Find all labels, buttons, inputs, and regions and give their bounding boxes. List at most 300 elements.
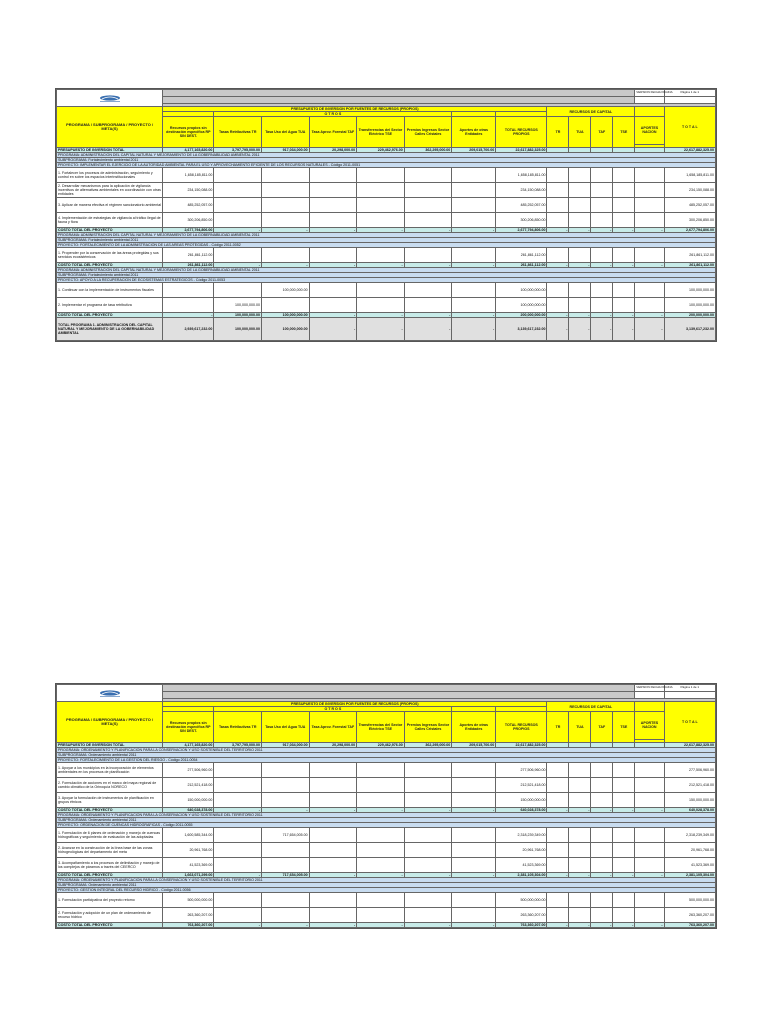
row-value: 20,298,000.00 bbox=[309, 148, 357, 153]
budget-table: VERSION FECHA PAGINA Página 1 de 1 PROGRAMA / SUBPROGRAMA / PROYECTO / META(S) PRESUPUESTO DE INVERSION POR FUENTES DE RECURSOS (PROPIOS) RECURSOS DE CAPITAL T O T A L O T R O S Recursos propios sin destinación especifica RP SIN DEST. Tasas Retributivas TR Tasa Uso del Agua TUA Tasa Aprov. Forestal TAF Transferencias del Sector Eléctrico TSE Premios Ingresos Sector Calles Cristales Aportes de otras Entidades TOTAL RECURSOS PROPIOS TR TUA TAF TSE APORTES NACION PRESUPUESTO DE INVERSION TOTAL 4,177,165,820.00 3,797,795,000.00 917,034,000.00 20,298,000.00 229,462,976.00 362,295,000.00 209,015,700.00 22,617,882,325.00 22,617,882,325.00 PROGRAMA: ORDENAMIENTO Y PLANIFICACION PARA LA CONSERVACION Y USO SOSTENIBLE DEL TERRITORIO 2011 SUBPROGRAMA: Ordenamiento ambiental 2011 PROYECTO: FORTALECIMIENTO DE LA GESTION DEL RIESGO - Código 2011-0054 1. Apoyar a los municipios en la incorporación de elementos ambientales en los procesos de planificación 277,506,960.00 277,506,960.00 277,506,960.00 2. Formulación de acciones en el marco del mapa regional de cambio climático de la Orinoquía NORECO 212,521,418.00 212,521,418.00 212,521,418.00 3. Apoyar la formulación de instrumentos de planificación en grupos étnicos 150,000,000.00 150,000,000.00 150,000,000.00 COSTO TOTAL DEL PROYECTO 640,028,378.00 - - - - - - 640,028,378.00 - - - - - 640,028,378.00 PROGRAMA: ORDENAMIENTO Y PLANIFICACION PARA LA CONSERVACION Y USO SOSTENIBLE DEL TERRITORIO 2011 SUBPROGRAMA: Ordenamiento ambiental 2011 PROYECTO: ORDENACION DE CUENCAS HIDROGRAFICAS - Código 2011-0055 1. Formulación de 6 planes de ordenación y manejo de cuencas hidrográficas y seguimiento de evaluación de las adoptadas 1,600,585,344.00 717,654,005.00 2,318,239,349.00 2,318,239,349.00 2. Avanzar en la construcción de la línea base de las zonas hidrogeológicas del departamento del meta 20,961,768.00 20,961,768.00 20,961,768.00 3. Acompañamiento a los procesos de delimitación y manejo de los complejos de páramos a través del CEERCO 41,523,369.00 41,523,369.00 41,523,369.00 COSTO TOTAL DEL PROYECTO 1,663,071,299.00 - 717,654,005.00 - - - - 2,381,105,304.00 - - - - - 2,381,105,304.00 PROGRAMA: ORDENAMIENTO Y PLANIFICACION PARA LA CONSERVACION Y USO SOSTENIBLE DEL TERRITORIO 2011 SUBPROGRAMA: Ordenamiento ambiental 2011 PROYECTO: GESTION INTEGRAL DEL RECURSO HIDRICO - Código 2011-0056 1. Formulación participativa del proyecto retomo 500,000,000.00 500,000,000.00 500,000,000.00 2. Formulación y adopción de un plan de ordenamiento de recurso hídrico 263,360,207.00 263,360,207.00 263,360,207.00 COSTO TOTAL DEL PROYECTO 763,360,207.00 - - - - - - 763,360,207.00 - - - - - 763,360,207.00 bbox=[58, 685, 714, 927]
row-value: 20,961,768.00 bbox=[496, 843, 547, 858]
row-value bbox=[309, 298, 357, 313]
row-value bbox=[262, 793, 310, 808]
row-value bbox=[569, 908, 591, 923]
row-value: 763,360,207.00 bbox=[163, 923, 214, 928]
row-value bbox=[214, 283, 262, 298]
row-value bbox=[262, 248, 310, 263]
row-value: - bbox=[262, 808, 310, 813]
row-label: PRESUPUESTO DE INVERSION TOTAL bbox=[57, 148, 163, 153]
row-value bbox=[635, 828, 664, 843]
row-value bbox=[547, 858, 569, 873]
row-value bbox=[591, 298, 613, 313]
otros-header: O T R O S bbox=[214, 112, 452, 117]
row-value: - bbox=[547, 313, 569, 318]
corporation-logo-icon bbox=[96, 689, 124, 697]
row-label: 1. Formulación de 6 planes de ordenación y manejo de cuencas hidrográficas y seguimiento de evaluación de las adoptadas bbox=[57, 828, 163, 843]
row-value: 717,654,005.00 bbox=[262, 828, 310, 843]
page-meta: Página 1 de 1 bbox=[664, 90, 715, 97]
row-label: 4. Implementación de estrategias de vigilancia al tráfico ilegal de fauna y flora bbox=[57, 213, 163, 228]
row-value: - bbox=[569, 923, 591, 928]
table-row bbox=[57, 858, 716, 873]
row-value bbox=[635, 168, 664, 183]
row-value: 100,000,000.00 bbox=[262, 313, 310, 318]
row-value bbox=[404, 843, 452, 858]
row-value: 917,034,000.00 bbox=[262, 743, 310, 748]
row-label: 1. Continuar con la implementación de instrumentos fiscales bbox=[57, 283, 163, 298]
row-value bbox=[214, 893, 262, 908]
row-value bbox=[262, 908, 310, 923]
row-value: - bbox=[591, 318, 613, 341]
row-value: 41,523,369.00 bbox=[163, 858, 214, 873]
row-value: - bbox=[635, 873, 664, 878]
section-label: SUBPROGRAMA: Ordenamiento ambiental 2011 bbox=[57, 818, 716, 823]
row-value: 261,861,112.00 bbox=[163, 263, 214, 268]
row-value: - bbox=[262, 923, 310, 928]
row-value bbox=[613, 213, 635, 228]
row-value bbox=[357, 168, 405, 183]
row-value bbox=[357, 298, 405, 313]
rec-capital-header: RECURSOS DE CAPITAL bbox=[547, 702, 635, 712]
row-value: 100,000,000.00 bbox=[214, 298, 262, 313]
row-value bbox=[309, 893, 357, 908]
row-value: - bbox=[635, 313, 664, 318]
row-value bbox=[613, 778, 635, 793]
row-value bbox=[214, 763, 262, 778]
total-header: T O T A L bbox=[664, 107, 715, 148]
row-value: 22,617,882,325.00 bbox=[664, 743, 715, 748]
rec-capital-header: RECURSOS DE CAPITAL bbox=[547, 107, 635, 117]
row-value bbox=[569, 283, 591, 298]
table-row bbox=[57, 248, 716, 263]
row-value bbox=[569, 168, 591, 183]
row-value: 209,015,700.00 bbox=[452, 743, 496, 748]
row-value bbox=[262, 843, 310, 858]
logo bbox=[57, 685, 163, 702]
row-value: - bbox=[569, 263, 591, 268]
row-label: PRESUPUESTO DE INVERSION TOTAL bbox=[57, 743, 163, 748]
row-value: - bbox=[591, 228, 613, 233]
row-value bbox=[569, 793, 591, 808]
col-header-aportes: Aportes de otras Entidades bbox=[452, 712, 496, 743]
row-value bbox=[404, 763, 452, 778]
row-value: 277,506,960.00 bbox=[664, 763, 715, 778]
row-value: 3,139,617,232.00 bbox=[664, 318, 715, 341]
row-value: - bbox=[357, 873, 405, 878]
logo bbox=[57, 90, 163, 107]
row-value: 1,658,185,811.00 bbox=[163, 168, 214, 183]
section-label: PROYECTO: FORTALECIMIENTO DE LA ADMINISTRACION DE LAS AREAS PROTEGIDAS - Código 2011-0052 bbox=[57, 243, 716, 248]
row-value: 300,206,850.00 bbox=[496, 213, 547, 228]
aportes-nacion-header: APORTES NACION bbox=[635, 712, 664, 740]
row-value bbox=[591, 908, 613, 923]
row-value: - bbox=[635, 318, 664, 341]
aportes-nacion-header: APORTES NACION bbox=[635, 117, 664, 145]
row-value: 2,318,239,349.00 bbox=[664, 828, 715, 843]
row-value bbox=[452, 893, 496, 908]
row-value: - bbox=[452, 808, 496, 813]
row-value: - bbox=[452, 873, 496, 878]
row-value bbox=[569, 198, 591, 213]
program-total-row bbox=[57, 318, 716, 341]
col-header-transf: Transferencias del Sector Eléctrico TSE bbox=[357, 712, 405, 743]
row-value: - bbox=[613, 923, 635, 928]
row-value: - bbox=[214, 808, 262, 813]
row-value bbox=[309, 168, 357, 183]
row-value: 3,139,617,232.00 bbox=[496, 318, 547, 341]
row-value bbox=[309, 198, 357, 213]
row-value bbox=[214, 778, 262, 793]
row-value: - bbox=[452, 313, 496, 318]
row-value bbox=[214, 843, 262, 858]
row-value: - bbox=[547, 873, 569, 878]
row-value: 640,028,378.00 bbox=[496, 808, 547, 813]
row-value bbox=[613, 858, 635, 873]
row-value bbox=[591, 198, 613, 213]
total-header: T O T A L bbox=[664, 702, 715, 743]
section-label: SUBPROGRAMA: Ordenamiento ambiental 2011 bbox=[57, 883, 716, 888]
row-value: 100,000,000.00 bbox=[262, 318, 310, 341]
row-value bbox=[452, 213, 496, 228]
row-value bbox=[452, 908, 496, 923]
row-value: 1,600,585,344.00 bbox=[163, 828, 214, 843]
row-value bbox=[404, 828, 452, 843]
section-label: SUBPROGRAMA: Fortalecimiento ambiental 2011 bbox=[57, 158, 716, 163]
header-row bbox=[57, 90, 716, 97]
row-value bbox=[635, 843, 664, 858]
row-value: - bbox=[591, 808, 613, 813]
row-value bbox=[635, 283, 664, 298]
row-value bbox=[404, 213, 452, 228]
row-value: - bbox=[613, 263, 635, 268]
row-value bbox=[613, 298, 635, 313]
row-label: COSTO TOTAL DEL PROYECTO bbox=[57, 228, 163, 233]
row-value: - bbox=[357, 263, 405, 268]
table-row bbox=[57, 828, 716, 843]
row-value: 261,861,112.00 bbox=[496, 248, 547, 263]
row-value: 100,000,000.00 bbox=[664, 298, 715, 313]
row-value bbox=[547, 213, 569, 228]
row-value: 234,150,088.00 bbox=[664, 183, 715, 198]
row-value: - bbox=[357, 923, 405, 928]
row-value bbox=[309, 763, 357, 778]
row-value bbox=[262, 183, 310, 198]
row-value: 229,462,976.00 bbox=[357, 743, 405, 748]
row-value: - bbox=[404, 923, 452, 928]
row-value: - bbox=[309, 808, 357, 813]
row-value: - bbox=[569, 313, 591, 318]
section-label: PROGRAMA: ADMINISTRACION DEL CAPITAL NATURAL Y MEJORAMIENTO DE LA GOBERNABILIDAD AMBIENTAL 2011 bbox=[57, 233, 716, 238]
row-value: - bbox=[357, 808, 405, 813]
col-header-tasa-ret: Tasas Retributivas TR bbox=[214, 712, 262, 743]
row-value bbox=[452, 858, 496, 873]
row-value bbox=[547, 793, 569, 808]
row-label: 3. Acompañamiento a los procesos de delimitación y manejo de los complejos de páramos a través del CEERCO bbox=[57, 858, 163, 873]
row-value: - bbox=[214, 228, 262, 233]
version-meta: VERSION FECHA PAGINA bbox=[635, 685, 664, 692]
row-value: - bbox=[404, 808, 452, 813]
project-cost-row bbox=[57, 923, 716, 928]
row-value: - bbox=[591, 923, 613, 928]
row-value: 485,252,057.00 bbox=[664, 198, 715, 213]
row-value: 209,015,700.00 bbox=[452, 148, 496, 153]
row-value: 150,000,000.00 bbox=[496, 793, 547, 808]
row-value bbox=[569, 248, 591, 263]
row-value: - bbox=[547, 923, 569, 928]
row-value: 300,206,850.00 bbox=[664, 213, 715, 228]
section-label: PROGRAMA: ORDENAMIENTO Y PLANIFICACION PARA LA CONSERVACION Y USO SOSTENIBLE DEL TERRITORIO 2011 bbox=[57, 748, 716, 753]
version-meta: VERSION FECHA PAGINA bbox=[635, 90, 664, 97]
row-value: 277,506,960.00 bbox=[163, 763, 214, 778]
row-value bbox=[547, 168, 569, 183]
row-value bbox=[635, 763, 664, 778]
row-value bbox=[613, 793, 635, 808]
col-header-premios: Premios Ingresos Sector Calles Cristales bbox=[404, 117, 452, 148]
section-label: PROGRAMA: ADMINISTRACION DEL CAPITAL NATURAL Y MEJORAMIENTO DE LA GOBERNABILIDAD AMBIENTAL 2011 bbox=[57, 268, 716, 273]
table-row bbox=[57, 213, 716, 228]
row-value bbox=[452, 778, 496, 793]
row-value bbox=[309, 828, 357, 843]
row-value bbox=[613, 828, 635, 843]
row-value: 229,462,976.00 bbox=[357, 148, 405, 153]
row-value: 2,381,105,304.00 bbox=[664, 873, 715, 878]
row-value: - bbox=[309, 318, 357, 341]
table-row bbox=[57, 793, 716, 808]
row-value bbox=[635, 893, 664, 908]
row-value: 1,658,185,811.00 bbox=[496, 168, 547, 183]
row-value bbox=[357, 248, 405, 263]
row-value bbox=[635, 298, 664, 313]
row-value bbox=[569, 843, 591, 858]
row-value: 917,034,000.00 bbox=[262, 148, 310, 153]
row-value bbox=[591, 778, 613, 793]
row-value: - bbox=[569, 318, 591, 341]
row-value bbox=[309, 213, 357, 228]
col-header-tasa-ret: Tasas Retributivas TR bbox=[214, 117, 262, 148]
row-value bbox=[357, 908, 405, 923]
row-value: - bbox=[214, 873, 262, 878]
row-value bbox=[613, 908, 635, 923]
row-value bbox=[214, 858, 262, 873]
row-value bbox=[404, 283, 452, 298]
row-value: 212,521,418.00 bbox=[664, 778, 715, 793]
row-value bbox=[309, 283, 357, 298]
row-value bbox=[309, 778, 357, 793]
col-header-total-rec: TOTAL RECURSOS PROPIOS bbox=[496, 712, 547, 743]
section-label: PROYECTO: IMPLEMENTAR EL EJERCICIO DE LA AUTORIDAD AMBIENTAL PARA EL USO Y APROVECHAMIENTO EFICIENTE DE LOS RECURSOS NATURALES - Código 2011-0051 bbox=[57, 163, 716, 168]
row-value: 2,677,794,806.00 bbox=[496, 228, 547, 233]
row-label: 2. Implementar el programa de tasa retributiva bbox=[57, 298, 163, 313]
row-value: - bbox=[214, 923, 262, 928]
row-value: - bbox=[452, 318, 496, 341]
row-label: 3. Apoyar la formulación de instrumentos de planificación en grupos étnicos bbox=[57, 793, 163, 808]
row-value bbox=[357, 828, 405, 843]
row-value bbox=[591, 283, 613, 298]
header-blank bbox=[163, 90, 635, 97]
row-value bbox=[357, 198, 405, 213]
row-value bbox=[635, 248, 664, 263]
col-header-tasa-forest: Tasa Aprov. Forestal TAF bbox=[309, 117, 357, 148]
row-value bbox=[569, 893, 591, 908]
sheet-title: PRESUPUESTO DE INVERSION POR FUENTES DE RECURSOS (PROPIOS) bbox=[163, 702, 547, 707]
row-value: 234,150,088.00 bbox=[496, 183, 547, 198]
row-value: 362,295,000.00 bbox=[404, 743, 452, 748]
row-value: - bbox=[613, 808, 635, 813]
row-label: COSTO TOTAL DEL PROYECTO bbox=[57, 873, 163, 878]
row-value bbox=[214, 248, 262, 263]
row-value bbox=[613, 283, 635, 298]
row-value: 717,654,005.00 bbox=[262, 873, 310, 878]
row-value: 3,797,795,000.00 bbox=[214, 743, 262, 748]
row-value: - bbox=[214, 263, 262, 268]
row-value bbox=[591, 843, 613, 858]
row-value bbox=[262, 858, 310, 873]
row-label: COSTO TOTAL DEL PROYECTO bbox=[57, 313, 163, 318]
row-value bbox=[569, 183, 591, 198]
row-value bbox=[613, 248, 635, 263]
row-value bbox=[452, 198, 496, 213]
row-value bbox=[357, 893, 405, 908]
row-value bbox=[547, 283, 569, 298]
col-header-total-rec: TOTAL RECURSOS PROPIOS bbox=[496, 117, 547, 148]
section-label: PROYECTO: FORTALECIMIENTO DE LA GESTION DEL RIESGO - Código 2011-0054 bbox=[57, 758, 716, 763]
row-value: 263,360,207.00 bbox=[664, 908, 715, 923]
row-value: - bbox=[309, 923, 357, 928]
header-blank bbox=[163, 685, 635, 692]
row-value bbox=[214, 213, 262, 228]
row-value: 20,298,000.00 bbox=[309, 743, 357, 748]
table-row bbox=[57, 183, 716, 198]
row-value bbox=[635, 213, 664, 228]
row-value: 2,381,105,304.00 bbox=[496, 873, 547, 878]
row-value: 640,028,378.00 bbox=[664, 808, 715, 813]
row-value: - bbox=[357, 313, 405, 318]
row-value bbox=[547, 893, 569, 908]
row-value bbox=[214, 793, 262, 808]
row-value bbox=[404, 908, 452, 923]
row-value: 2,318,239,349.00 bbox=[496, 828, 547, 843]
row-value bbox=[262, 778, 310, 793]
row-value bbox=[404, 893, 452, 908]
row-value bbox=[635, 198, 664, 213]
row-value: - bbox=[591, 313, 613, 318]
row-label: COSTO TOTAL DEL PROYECTO bbox=[57, 808, 163, 813]
row-value bbox=[547, 828, 569, 843]
row-value bbox=[404, 198, 452, 213]
row-value: - bbox=[547, 263, 569, 268]
row-value: 263,360,207.00 bbox=[496, 908, 547, 923]
row-value: - bbox=[309, 873, 357, 878]
row-value: - bbox=[613, 318, 635, 341]
row-value bbox=[613, 198, 635, 213]
row-value bbox=[591, 183, 613, 198]
row-value: 3,797,795,000.00 bbox=[214, 148, 262, 153]
row-value bbox=[404, 168, 452, 183]
row-value: 277,506,960.00 bbox=[496, 763, 547, 778]
row-value bbox=[404, 778, 452, 793]
row-value bbox=[547, 183, 569, 198]
budget-sheet-2 bbox=[55, 683, 717, 929]
row-value bbox=[262, 168, 310, 183]
col-header-rec-propios: Recursos propios sin destinación especifica RP SIN DEST. bbox=[163, 117, 214, 148]
row-value: 20,961,768.00 bbox=[664, 843, 715, 858]
row-value bbox=[452, 763, 496, 778]
row-label: 3. Aplicar de manera efectiva el régimen sancionatorio ambiental bbox=[57, 198, 163, 213]
col-header-premios: Premios Ingresos Sector Calles Cristales bbox=[404, 712, 452, 743]
section-label: PROGRAMA: ORDENAMIENTO Y PLANIFICACION PARA LA CONSERVACION Y USO SOSTENIBLE DEL TERRITORIO 2011 bbox=[57, 813, 716, 818]
row-value bbox=[569, 213, 591, 228]
budget-table: VERSION FECHA PAGINA Página 1 de 1 PROGRAMA / SUBPROGRAMA / PROYECTO / META(S) PRESUPUESTO DE INVERSION POR FUENTES DE RECURSOS (PROPIOS) RECURSOS DE CAPITAL T O T A L O T R O S Recursos propios sin destinación especifica RP SIN DEST. Tasas Retributivas TR Tasa Uso del Agua TUA Tasa Aprov. Forestal TAF Transferencias del Sector Eléctrico TSE Premios Ingresos Sector Calles Cristales Aportes de otras Entidades TOTAL RECURSOS PROPIOS TR TUA TAF TSE APORTES NACION PRESUPUESTO DE INVERSION TOTAL 4,177,165,820.00 3,797,795,000.00 917,034,000.00 20,298,000.00 229,462,976.00 362,295,000.00 209,015,700.00 22,617,882,325.00 22,617,882,325.00 PROGRAMA: ADMINISTRACION DEL CAPITAL NATURAL Y MEJORAMIENTO DE LA GOBERNABILIDAD AMBIENTAL 2011 SUBPROGRAMA: Fortalecimiento ambiental 2011 PROYECTO: IMPLEMENTAR EL EJERCICIO DE LA AUTORIDAD AMBIENTAL PARA EL USO Y APROVECHAMIENTO EFICIENTE DE LOS RECURSOS NATURALES - Código 2011-0051 1. Fortalecer los procesos de administración, seguimiento y control en sobre los espacios interinstitucionales 1,658,185,811.00 1,658,185,811.00 1,658,185,811.00 2. Desarrollar mecanismos para la aplicación de vigilancia incentivos de alternativas ambientales en coordinación con otras entidades 234,150,088.00 234,150,088.00 234,150,088.00 3. Aplicar de manera efectiva el régimen sancionatorio ambiental 485,252,057.00 485,252,057.00 485,252,057.00 4. Implementación de estrategias de vigilancia al tráfico ilegal de fauna y flora 300,206,850.00 300,206,850.00 300,206,850.00 COSTO TOTAL DEL PROYECTO 2,677,794,806.00 - - - - - - 2,677,794,806.00 - - - - - 2,677,794,806.00 PROGRAMA: ADMINISTRACION DEL CAPITAL NATURAL Y MEJORAMIENTO DE LA GOBERNABILIDAD AMBIENTAL 2011 SUBPROGRAMA: Fortalecimiento ambiental 2011 PROYECTO: FORTALECIMIENTO DE LA ADMINISTRACION DE LAS AREAS PROTEGIDAS - Código 2011-0052 1. Propender por la conservación de las áreas protegidas y sus servicios ecosistémicos 261,861,112.00 261,861,112.00 261,861,112.00 COSTO TOTAL DEL PROYECTO 261,861,112.00 - - - - - - 261,861,112.00 - - - - - 261,861,112.00 PROGRAMA: ADMINISTRACION DEL CAPITAL NATURAL Y MEJORAMIENTO DE LA GOBERNABILIDAD AMBIENTAL 2011 SUBPROGRAMA: Fortalecimiento ambiental 2011 PROYECTO: APOYO A LA RECUPERACION DE ECOSISTEMAS ESTRATEGICOS - Código 2011-0053 1. Continuar con la implementación de instrumentos fiscales 100,000,000.00 100,000,000.00 100,000,000.00 2. Implementar el programa de tasa retributiva 100,000,000.00 100,000,000.00 100,000,000.00 COSTO TOTAL DEL PROYECTO - 100,000,000.00 100,000,000.00 - - - - 200,000,000.00 - - - - - 200,000,000.00 TOTAL PROGRAMA 1. ADMINISTRACION DEL CAPITAL NATURAL Y MEJORAMIENTO DE LA GOBERNABILIDAD AMBIENTAL 2,939,617,232.00 100,000,000.00 100,000,000.00 - - - - 3,139,617,232.00 - - - - - 3,139,617,232.00 bbox=[56, 89, 716, 341]
row-value bbox=[613, 893, 635, 908]
row-value bbox=[591, 793, 613, 808]
row-value: 22,617,882,325.00 bbox=[496, 743, 547, 748]
row-value: 4,177,165,820.00 bbox=[163, 148, 214, 153]
row-value: - bbox=[547, 228, 569, 233]
row-value bbox=[214, 183, 262, 198]
row-label: TOTAL PROGRAMA 1. ADMINISTRACION DEL CAPITAL NATURAL Y MEJORAMIENTO DE LA GOBERNABILIDAD AMBIENTAL bbox=[57, 318, 163, 341]
row-value: 500,000,000.00 bbox=[496, 893, 547, 908]
table-row bbox=[57, 778, 716, 793]
row-value: 300,206,850.00 bbox=[163, 213, 214, 228]
row-value bbox=[404, 248, 452, 263]
row-value: 485,252,057.00 bbox=[496, 198, 547, 213]
table-row bbox=[57, 763, 716, 778]
row-value bbox=[547, 248, 569, 263]
row-value bbox=[547, 778, 569, 793]
row-value: 212,521,418.00 bbox=[496, 778, 547, 793]
row-value bbox=[547, 843, 569, 858]
row-value bbox=[591, 828, 613, 843]
row-value: - bbox=[357, 318, 405, 341]
row-value bbox=[635, 908, 664, 923]
row-value: 212,521,418.00 bbox=[163, 778, 214, 793]
otros-header: O T R O S bbox=[214, 707, 452, 712]
row-value: - bbox=[163, 313, 214, 318]
row-value bbox=[547, 908, 569, 923]
row-value: - bbox=[569, 873, 591, 878]
row-value bbox=[404, 183, 452, 198]
row-value: 763,360,207.00 bbox=[496, 923, 547, 928]
row-value: 200,000,000.00 bbox=[664, 313, 715, 318]
section-label: PROYECTO: APOYO A LA RECUPERACION DE ECOSISTEMAS ESTRATEGICOS - Código 2011-0053 bbox=[57, 278, 716, 283]
row-value bbox=[357, 843, 405, 858]
row-label: 1. Propender por la conservación de las áreas protegidas y sus servicios ecosistémicos bbox=[57, 248, 163, 263]
row-value: - bbox=[452, 228, 496, 233]
col-header-tasa-agua: Tasa Uso del Agua TUA bbox=[262, 712, 310, 743]
row-value: 4,177,165,820.00 bbox=[163, 743, 214, 748]
col-header-tasa-forest: Tasa Aprov. Forestal TAF bbox=[309, 712, 357, 743]
row-value: - bbox=[635, 263, 664, 268]
row-value bbox=[452, 298, 496, 313]
row-value bbox=[262, 763, 310, 778]
row-value bbox=[591, 893, 613, 908]
table-row bbox=[57, 168, 716, 183]
row-value: - bbox=[309, 313, 357, 318]
row-value: - bbox=[635, 228, 664, 233]
row-value: 2,677,794,806.00 bbox=[664, 228, 715, 233]
row-value: - bbox=[452, 263, 496, 268]
row-value: 261,861,112.00 bbox=[496, 263, 547, 268]
row-value bbox=[309, 183, 357, 198]
row-value bbox=[452, 168, 496, 183]
row-value: - bbox=[404, 313, 452, 318]
row-label: 2. Avanzar en la construcción de la línea base de las zonas hidrogeológicas del departamento del meta bbox=[57, 843, 163, 858]
section-label: PROGRAMA: ADMINISTRACION DEL CAPITAL NATURAL Y MEJORAMIENTO DE LA GOBERNABILIDAD AMBIENTAL 2011 bbox=[57, 153, 716, 158]
row-value: 261,861,112.00 bbox=[664, 263, 715, 268]
table-row bbox=[57, 298, 716, 313]
page-meta: Página 1 de 1 bbox=[664, 685, 715, 692]
row-value bbox=[635, 858, 664, 873]
